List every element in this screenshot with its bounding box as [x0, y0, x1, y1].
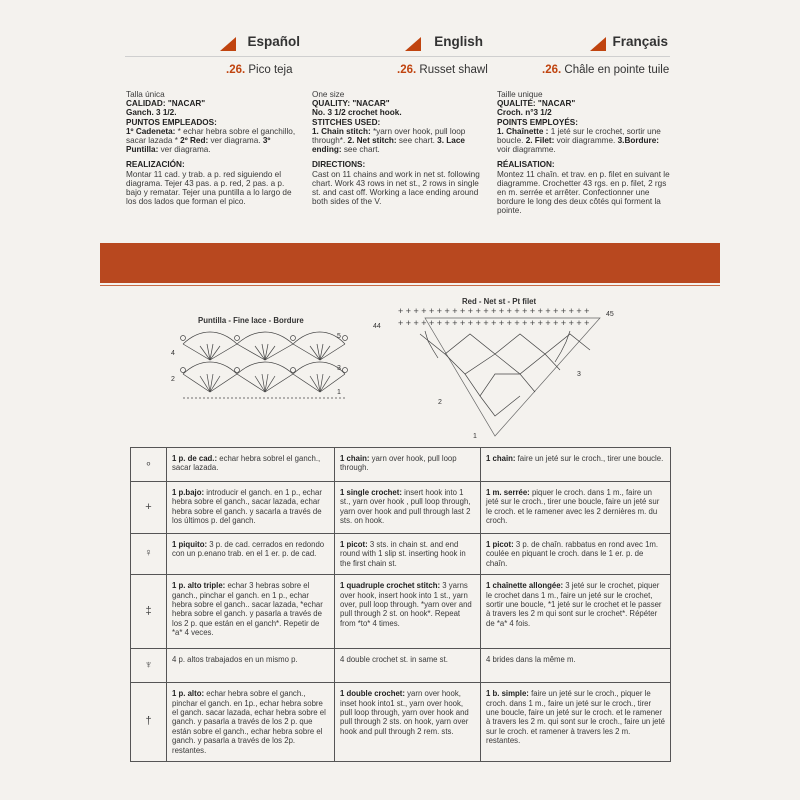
- stitches-heading: POINTS EMPLOYÉS:: [497, 117, 578, 127]
- header-french: [590, 34, 668, 57]
- directions-text: Cast on 11 chains and work in net st. following chart. Work 43 rows in net st., 2 rows in single st. and cast off. Working a lace ending around both sides of the V.: [312, 169, 480, 207]
- stitch-3-label: 3.Bordure:: [617, 136, 660, 146]
- stitch-term: 1 double crochet:: [340, 689, 405, 699]
- stitch-description: piquer le croch. dans 1 m., faire un jeté sur le croch., tirer une boucle, faire un jeté sur le croch. et le ramener avec les 2 dernières m. du croch.: [486, 488, 660, 526]
- stitch-term: 1 m. serrée:: [486, 488, 530, 497]
- row-label: 5: [337, 333, 341, 340]
- text-spanish: [126, 90, 298, 206]
- svg-text:+ + + + + + + + + + + + + + +: + + + + + + + + + + + + + + + + + + + + + + + + +: [398, 306, 590, 316]
- legend-row: [131, 575, 671, 649]
- stitch-description: 3 p. de chaîn. rabbatus en rond avec 1m. coulée en piquant le croch. dans le 1 er. p. de chaîn.: [486, 540, 659, 568]
- hook: Croch. n°3 1/2: [497, 108, 552, 118]
- quadruple-crochet-symbol: ‡: [131, 575, 167, 649]
- stitch-3-label: 3º Puntilla:: [126, 136, 271, 155]
- row-label: 3: [577, 371, 581, 378]
- stitch-2-text: ver diagrama.: [208, 136, 261, 146]
- flag-icon: [590, 37, 606, 51]
- lace-row-bottom: [183, 362, 345, 392]
- stitch-description: introducir el ganch. en 1 p., echar hebra sobre el ganch., sacar lazada, echar hebra sobre el ganch. y sacarla a través de los últimos p. del ganch.: [172, 488, 322, 526]
- stitch-2-text: voir diagramme.: [554, 136, 616, 146]
- photo-band: [100, 243, 720, 283]
- chain-symbol: ∘: [131, 448, 167, 482]
- stitch-description: faire un jeté sur le croch., piquer le croch. dans 1 m., faire un jeté sur le croch., tirer une boucle, faire un jeté sur le croch. et le ramener à travers les 2 m. qui sont sur le croch., faire un jeté sur le croch. et ramener à travers les 2 m. restantes.: [486, 689, 665, 746]
- stitch-1-text: 1 jeté sur le crochet, sortir une boucle.: [497, 126, 661, 146]
- stitches-heading: PUNTOS EMPLEADOS:: [126, 117, 217, 127]
- picot-symbol: ♀: [131, 534, 167, 575]
- directions-heading: REALIZACIÓN:: [126, 160, 185, 170]
- stitch-description: 3 yarns over hook, insert hook into 1 st., yarn over, pull loop through. *yarn over and pull through 2 st. on hook*. Repeat from *to* 4 times.: [340, 581, 472, 628]
- stitch-description: echar hebra sobre el ganch., pinchar el ganch. en 1p., echar hebra sobre el ganch. sacar lazada, echar hebra sobre el ganch. y pasarla a través de los 2 p. que están sobre el ganch., echar hebra sobre el ganch. y pasarla a través de los 2p. restantes.: [172, 689, 326, 755]
- stitch-1-text: *yarn over hook, pull loop through*.: [312, 126, 466, 146]
- stitch-term: 1 piquito:: [172, 540, 208, 549]
- stitch-term: 1 p.bajo:: [172, 488, 205, 497]
- stitch-1-label: 1º Cadeneta:: [126, 126, 176, 136]
- stitch-description: 4 brides dans la même m.: [486, 655, 576, 665]
- stitch-term: 1 quadruple crochet stitch:: [340, 581, 441, 591]
- quality: CALIDAD: "NACAR": [126, 99, 206, 109]
- stitch-description: 4 p. altos trabajados en un mismo p.: [172, 655, 298, 665]
- row-label: 45: [606, 311, 614, 318]
- hook: Ganch. 3 1/2.: [126, 108, 177, 118]
- header-spanish: [220, 34, 300, 57]
- legend-en-cell: [335, 683, 481, 762]
- stitch-description: yarn over hook, inset hook into1 st., yarn over hook, pull loop through, yarn over hook and pull through 2 sts. on hook, yarn over hook and pull through 2 rem. sts.: [340, 689, 469, 736]
- cluster-symbol: ♆: [131, 649, 167, 683]
- legend-es-cell: [167, 683, 335, 762]
- directions-heading: RÉALISATION:: [497, 160, 555, 170]
- legend-en-cell: [335, 649, 481, 683]
- stitches-heading: STITCHES USED:: [312, 117, 381, 127]
- stitch-2-label: 2. Filet:: [525, 136, 555, 146]
- legend-es-cell: [167, 575, 335, 649]
- legend-row: [131, 482, 671, 534]
- stitch-term: 1 p. alto triple:: [172, 581, 226, 591]
- row-label: 44: [373, 323, 381, 330]
- legend-fr-cell: [481, 683, 671, 762]
- stitch-description: 4 double crochet st. in same st.: [340, 655, 448, 665]
- header-rule: [125, 56, 670, 57]
- pattern-number: .26.: [397, 64, 417, 76]
- title-spanish: [226, 64, 293, 76]
- stitch-description: 3 p. de cad. cerrados en redondo con un p.enano trab. en el 1 er. p. de cad.: [172, 540, 325, 559]
- legend-fr-cell: [481, 482, 671, 534]
- size: Talla única: [126, 90, 165, 99]
- stitch-term: 1 p. alto:: [172, 689, 205, 699]
- legend-row: [131, 649, 671, 683]
- band-rule: [100, 285, 720, 286]
- text-english: [312, 90, 484, 206]
- quality: QUALITY: "NACAR": [312, 99, 390, 109]
- stitch-term: 1 p. de cad.:: [172, 454, 218, 463]
- stitch-term: 1 chain:: [340, 454, 370, 463]
- legend-en-cell: [335, 575, 481, 649]
- legend-es-cell: [167, 482, 335, 534]
- row-label: 1: [473, 433, 477, 440]
- stitch-term: 1 single crochet:: [340, 488, 402, 497]
- legend-en-cell: [335, 448, 481, 482]
- legend-fr-cell: [481, 448, 671, 482]
- net-diagram: [370, 306, 620, 446]
- legend-es-cell: [167, 649, 335, 683]
- row-label: 2: [171, 376, 175, 383]
- flag-icon: [405, 37, 421, 51]
- lace-diagram-title: Puntilla - Fine lace - Bordure: [198, 316, 304, 325]
- size: Taille unique: [497, 90, 543, 99]
- svg-text:+ + + + + + + + + + + + + + +: + + + + + + + + + + + + + + + + + + + + + + + + +: [398, 318, 590, 328]
- lang-label: Español: [247, 34, 300, 49]
- text-french: [497, 90, 672, 216]
- size: One size: [312, 90, 345, 99]
- legend-fr-cell: [481, 575, 671, 649]
- directions-text: Montar 11 cad. y trab. a p. red siguiendo el diagrama. Tejer 43 pas. a p. red, 2 pas. a p. bajo y rematar. Tejer una puntilla a lo largo de los dos lados que forman el pico.: [126, 169, 292, 207]
- stitch-2-label: 2º Red:: [180, 136, 209, 146]
- stitch-description: 3 jeté sur le crochet, piquer le crochet dans 1 m., faire un jeté sur le crochet, sortir une boucle, *1 jeté sur le crochet et le passer à travers les 2 m qui sont sur le crochet*. Répéter de *a* 4 fois.: [486, 581, 662, 628]
- stitch-term: 1 picot:: [340, 540, 368, 549]
- directions-text: Montez 11 chaîn. et trav. en p. filet en suivant le diagramme. Crochetter 43 rgs. en p. filet, 2 rgs en m. serrée et arrêter. Confectionner une bordure le long des deux côtés qui forment la pointe.: [497, 169, 670, 216]
- stitch-1-label: 1. Chaînette :: [497, 126, 549, 136]
- quality: QUALITÉ: "NACAR": [497, 99, 576, 109]
- stitch-description: echar hebra sobrel el ganch., sacar lazada.: [172, 454, 321, 473]
- pattern-name: Russet shawl: [419, 64, 488, 76]
- legend-row: [131, 683, 671, 762]
- stitch-description: insert hook into 1 st., yarn over hook , pull loop through, yarn over hook and pull through last 2 sts. on hook.: [340, 488, 471, 526]
- lace-diagram: [165, 326, 355, 406]
- lang-label: Français: [612, 34, 668, 49]
- stitch-term: 1 b. simple:: [486, 689, 529, 699]
- stitch-2-label: 2. Net stitch:: [347, 136, 397, 146]
- stitch-term: 1 chaînette allongée:: [486, 581, 564, 591]
- stitch-legend-table: [130, 447, 671, 762]
- legend-es-cell: [167, 534, 335, 575]
- stitch-description: faire un jeté sur le croch., tirer une boucle.: [515, 454, 664, 463]
- title-english: [397, 64, 488, 76]
- stitch-term: 1 picot:: [486, 540, 514, 549]
- stitch-3-label: 3. Lace ending:: [312, 136, 465, 155]
- stitch-3-text: see chart.: [341, 145, 380, 155]
- pattern-name: Châle en pointe tuile: [564, 64, 670, 76]
- legend-row: [131, 448, 671, 482]
- lace-row-top: [183, 332, 345, 360]
- stitch-1-text: * echar hebra sobre el ganchillo, sacar lazada *: [126, 126, 296, 146]
- stitch-1-label: 1. Chain stitch:: [312, 126, 371, 136]
- stitch-2-text: see chart.: [396, 136, 435, 146]
- row-label: 3: [337, 365, 341, 372]
- flag-icon: [220, 37, 236, 51]
- stitch-3-text: ver diagrama.: [158, 145, 211, 155]
- legend-fr-cell: [481, 649, 671, 683]
- row-label: 1: [337, 389, 341, 396]
- row-label: 2: [438, 399, 442, 406]
- double-crochet-symbol: †: [131, 683, 167, 762]
- directions-heading: DIRECTIONS:: [312, 160, 366, 170]
- single-crochet-symbol: +: [131, 482, 167, 534]
- legend-en-cell: [335, 482, 481, 534]
- pattern-name: Pico teja: [248, 64, 293, 76]
- lang-label: English: [434, 34, 483, 49]
- stitch-description: echar 3 hebras sobre el ganch., pinchar el ganch. en 1 p., echar hebra sobre el ganch.. sacar lazada, *echar hebra sobre el ganch. y pasarla a través de los 2 p. que están en el ganch*. Repetir de *a* 4 veces.: [172, 581, 323, 638]
- stitch-description: yarn over hook, pull loop through.: [340, 454, 457, 473]
- pattern-number: .26.: [226, 64, 246, 76]
- stitch-term: 1 chain:: [486, 454, 516, 463]
- net-diagram-title: Red - Net st - Pt filet: [462, 297, 537, 306]
- title-french: [542, 64, 669, 76]
- hook: No. 3 1/2 crochet hook.: [312, 108, 402, 118]
- legend-en-cell: [335, 534, 481, 575]
- header-english: [405, 34, 483, 57]
- legend-fr-cell: [481, 534, 671, 575]
- stitch-3-text: voir diagramme.: [497, 145, 556, 155]
- legend-row: [131, 534, 671, 575]
- pattern-number: .26.: [542, 64, 562, 76]
- legend-es-cell: [167, 448, 335, 482]
- stitch-description: 3 sts. in chain st. and end round with 1 slip st. inserting hook in the first chain st.: [340, 540, 466, 568]
- row-label: 4: [171, 350, 175, 357]
